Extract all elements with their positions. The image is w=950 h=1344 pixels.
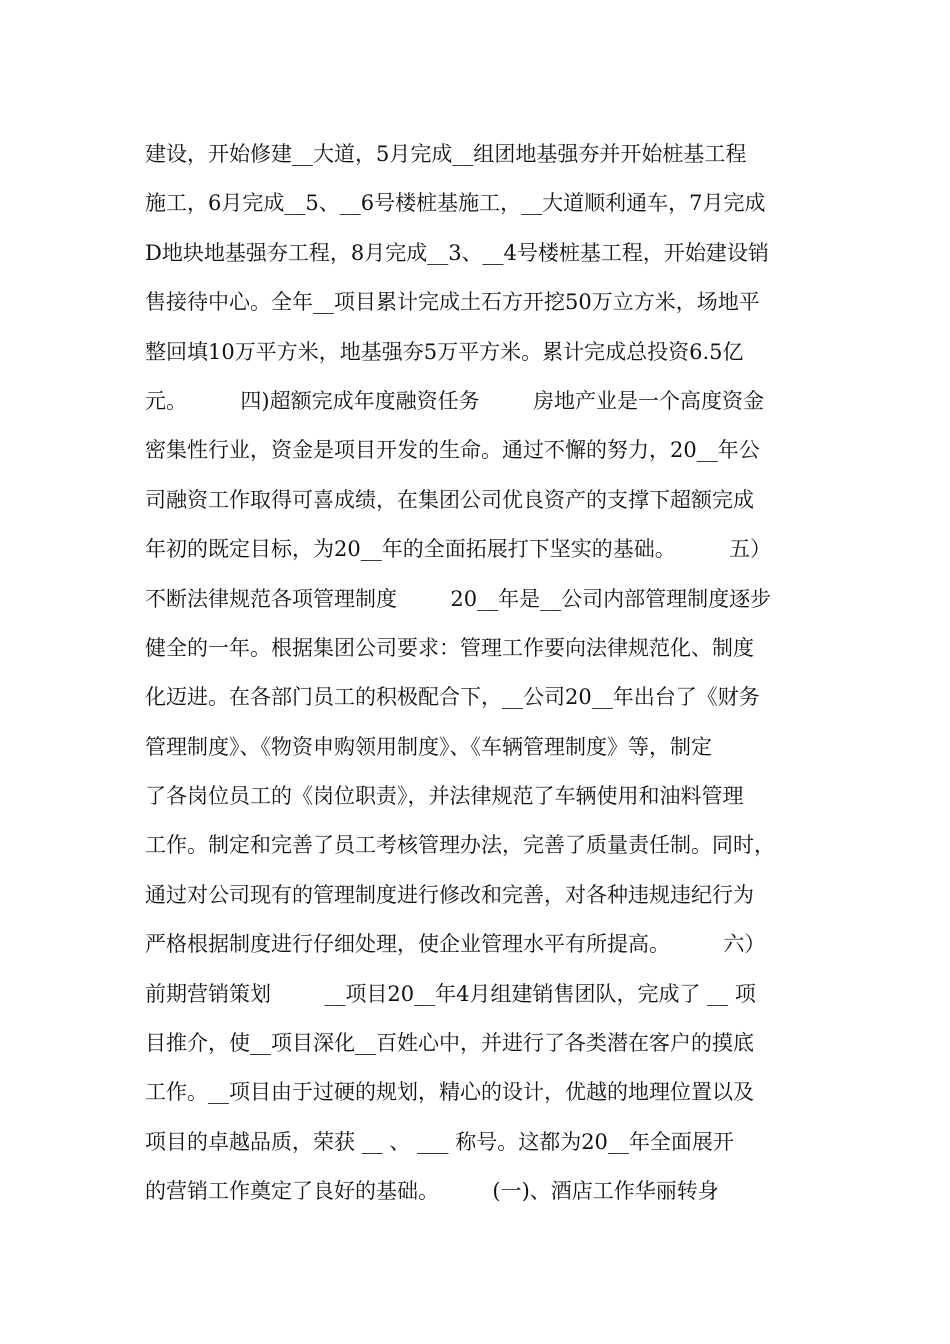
text-line-12: 化迈进。在各部门员工的积极配合下，__公司20__年出台了《财务 — [145, 685, 760, 710]
text-line-13: 管理制度》、《物资申购领用制度》、《车辆管理制度》等，制定 — [145, 734, 712, 759]
text-line-20: 工作。__项目由于过硬的规划，精心的设计，优越的地理位置以及 — [145, 1080, 754, 1105]
text-line-19: 目推介，使__项目深化__百姓心中，并进行了各类潜在客户的摸底 — [145, 1031, 754, 1056]
text-line-15: 工作。制定和完善了员工考核管理办法，完善了质量责任制。同时， — [145, 833, 775, 858]
text-line-2: 施工，6月完成__5、__6号楼桩基施工，__大道顺利通车，7月完成 — [145, 191, 766, 216]
text-line-6: 元。 四)超额完成年度融资任务 房地产业是一个高度资金 — [145, 388, 764, 413]
text-line-22: 的营销工作奠定了良好的基础。 (一)、酒店工作华丽转身 — [145, 1179, 719, 1204]
text-line-17: 严格根据制度进行仔细处理，使企业管理水平有所提高。 六） — [145, 932, 766, 957]
text-line-18: 前期营销策划 __项目20__年4月组建销售团队，完成了 __ 项 — [145, 981, 756, 1006]
text-line-4: 售接待中心。全年__项目累计完成土石方开挖50万立方米，场地平 — [145, 290, 760, 315]
text-line-10: 不断法律规范各项管理制度 20__年是__公司内部管理制度逐步 — [145, 586, 772, 611]
text-line-21: 项目的卓越品质，荣获 __ 、 ___ 称号。这都为20__年全面展开 — [145, 1129, 734, 1154]
text-line-8: 司融资工作取得可喜成绩，在集团公司优良资产的支撑下超额完成 — [145, 487, 754, 512]
text-line-16: 通过对公司现有的管理制度进行修改和完善，对各种违规违纪行为 — [145, 882, 754, 907]
text-line-7: 密集性行业，资金是项目开发的生命。通过不懈的努力，20__年公 — [145, 438, 760, 463]
text-line-9: 年初的既定目标，为20__年的全面拓展打下坚实的基础。 五） — [145, 537, 772, 562]
text-line-11: 健全的一年。根据集团公司要求：管理工作要向法律规范化、制度 — [145, 635, 754, 660]
text-line-5: 整回填10万平方米，地基强夯5万平方米。累计完成总投资6.5亿 — [145, 339, 744, 364]
text-line-3: D地块地基强夯工程，8月完成__3、__4号楼桩基工程，开始建设销 — [145, 240, 769, 265]
text-line-14: 了各岗位员工的《岗位职责》，并法律规范了车辆使用和油料管理 — [145, 784, 744, 809]
text-line-1: 建设，开始修建__大道，5月完成__组团地基强夯并开始桩基工程 — [145, 142, 747, 166]
body-text — [145, 130, 825, 1217]
